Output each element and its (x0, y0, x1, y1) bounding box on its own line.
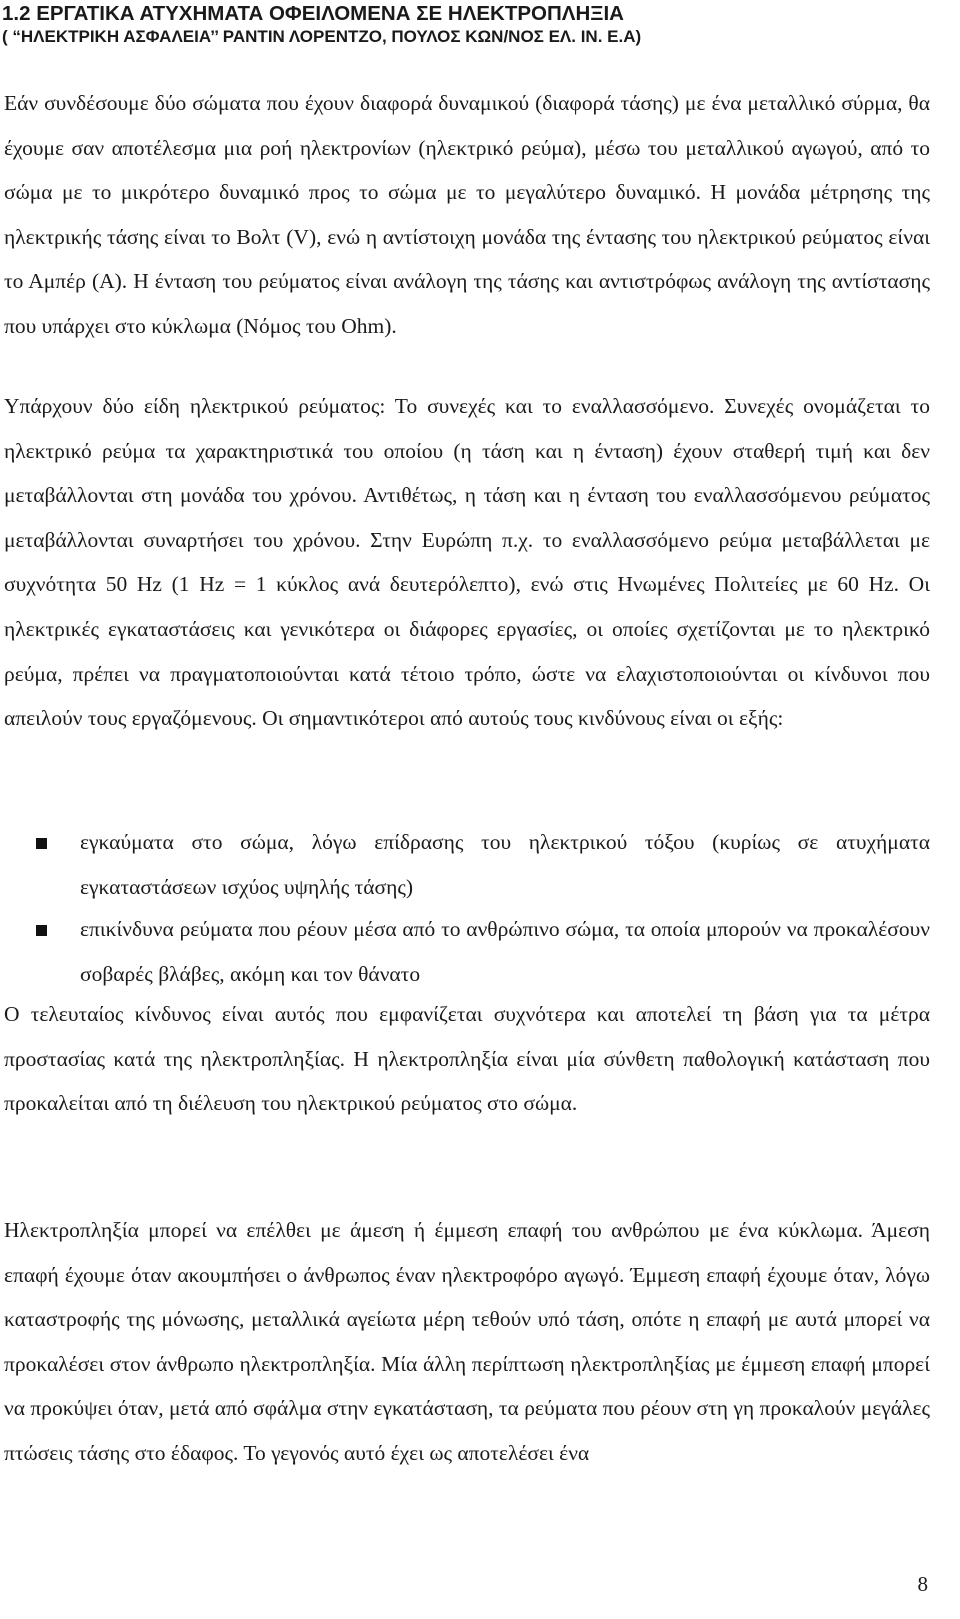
paragraph-electrocution: Ο τελευταίος κίνδυνος είναι αυτός που εμφανίζεται συχνότερα και αποτελεί τη βάση για τα μέτρα προστασίας κατά της ηλεκτροπληξίας. Η ηλεκτροπληξία είναι μία σύνθετη παθολογική κατάσταση που προκαλείται από τη διέλευση του ηλεκτρικού ρεύματος στο σώμα. (4, 1002, 930, 1116)
bullet-square-icon (36, 838, 47, 849)
paragraph-contact: Ηλεκτροπληξία μπορεί να επέλθει με άμεση ή έμμεση επαφή του ανθρώπου με ένα κύκλωμα. Άμεση επαφή έχουμε όταν ακουμπήσει ο άνθρωπος έναν ηλεκτροφόρο αγωγό. Έμμεση επαφή έχουμε όταν, λόγω καταστροφής της μόνωσης, μεταλλικά αγείωτα μέρη τεθούν υπό τάση, οπότε η επαφή με αυτά μπορεί να προκαλέσει στον άνθρωπο ηλεκτροπληξία. Μία άλλη περίπτωση ηλεκτροπληξίας με έμμεση επαφή μπορεί να προκύψει όταν, μετά από σφάλμα στην εγκατάσταση, τα ρεύματα που ρέουν στη γη προκαλούν μεγάλες πτώσεις τάσης στο έδαφος. Το γεγονός αυτό έχει ως αποτελέσει ένα (4, 1218, 930, 1465)
section-heading (2, 2, 952, 48)
list-item-burns (40, 820, 930, 909)
section-title: 1.2 ΕΡΓΑΤΙΚΑ ΑΤΥΧΗΜΑΤΑ ΟΦΕΙΛΟΜΕΝΑ ΣΕ ΗΛΕΚΤΡΟΠΛΗΞΙΑ (2, 2, 624, 25)
section-source: ( “ΗΛΕΚΤΡΙΚΗ ΑΣΦΑΛΕΙΑ’’ ΡΑΝΤΙΝ ΛΟΡΕΝΤΖΟ, ΠΟΥΛΟΣ ΚΩΝ/ΝΟΣ ΕΛ. ΙΝ. Ε.Α) (2, 27, 642, 46)
list-item-dangerous-currents (40, 907, 930, 996)
bullet-square-icon (36, 925, 47, 936)
list-item-text: εγκαύματα στο σώμα, λόγω επίδρασης του ηλεκτρικού τόξου (κυρίως σε ατυχήματα εγκαταστάσεων ισχύος υψηλής τάσης) (80, 830, 930, 899)
list-item-text: επικίνδυνα ρεύματα που ρέουν μέσα από το ανθρώπινο σώμα, τα οποία μπορούν να προκαλέσουν σοβαρές βλάβες, ακόμη και τον θάνατο (80, 917, 930, 986)
paragraph-electric-current: Εάν συνδέσουμε δύο σώματα που έχουν διαφορά δυναμικού (διαφορά τάσης) με ένα μεταλλικό σύρμα, θα έχουμε σαν αποτέλεσμα μια ροή ηλεκτρονίων (ηλεκτρικό ρεύμα), μέσω του μεταλλικού αγωγού, από το σώμα με το μικρότερο δυναμικό προς το σώμα με το μεγαλύτερο δυναμικό. Η μονάδα μέτρησης της ηλεκτρικής τάσης είναι το Βολτ (V), ενώ η αντίστοιχη μονάδα της έντασης του ηλεκτρικού ρεύματος είναι το Αμπέρ (Α). Η ένταση του ρεύματος είναι ανάλογη της τάσης και αντιστρόφως ανάλογη της αντίστασης που υπάρχει στο κύκλωμα (Νόμος του Ohm). (4, 91, 930, 338)
paragraph-current-types: Υπάρχουν δύο είδη ηλεκτρικού ρεύματος: Το συνεχές και το εναλλασσόμενο. Συνεχές ονομάζεται το ηλεκτρικό ρεύμα τα χαρακτηριστικά του οποίου (η τάση και η ένταση) έχουν σταθερή τιμή και δεν μεταβάλλονται στη μονάδα του χρόνου. Αντιθέτως, η τάση και η ένταση του εναλλασσόμενου ρεύματος μεταβάλλονται συναρτήσει του χρόνου. Στην Ευρώπη π.χ. το εναλλασσόμενο ρεύμα μεταβάλλεται με συχνότητα 50 Hz (1 Hz = 1 κύκλος ανά δευτερόλεπτο), ενώ στις Ηνωμένες Πολιτείες με 60 Hz. Οι ηλεκτρικές εγκαταστάσεις και γενικότερα οι διάφορες εργασίες, οι οποίες σχετίζονται με το ηλεκτρικό ρεύμα, πρέπει να πραγματοποιούνται κατά τέτοιο τρόπο, ώστε να ελαχιστοποιούνται οι κίνδυνοι που απειλούν τους εργαζόμενους. Οι σημαντικότεροι από αυτούς τους κινδύνους είναι οι εξής: (4, 394, 930, 731)
page-number: 8 (917, 1572, 928, 1596)
